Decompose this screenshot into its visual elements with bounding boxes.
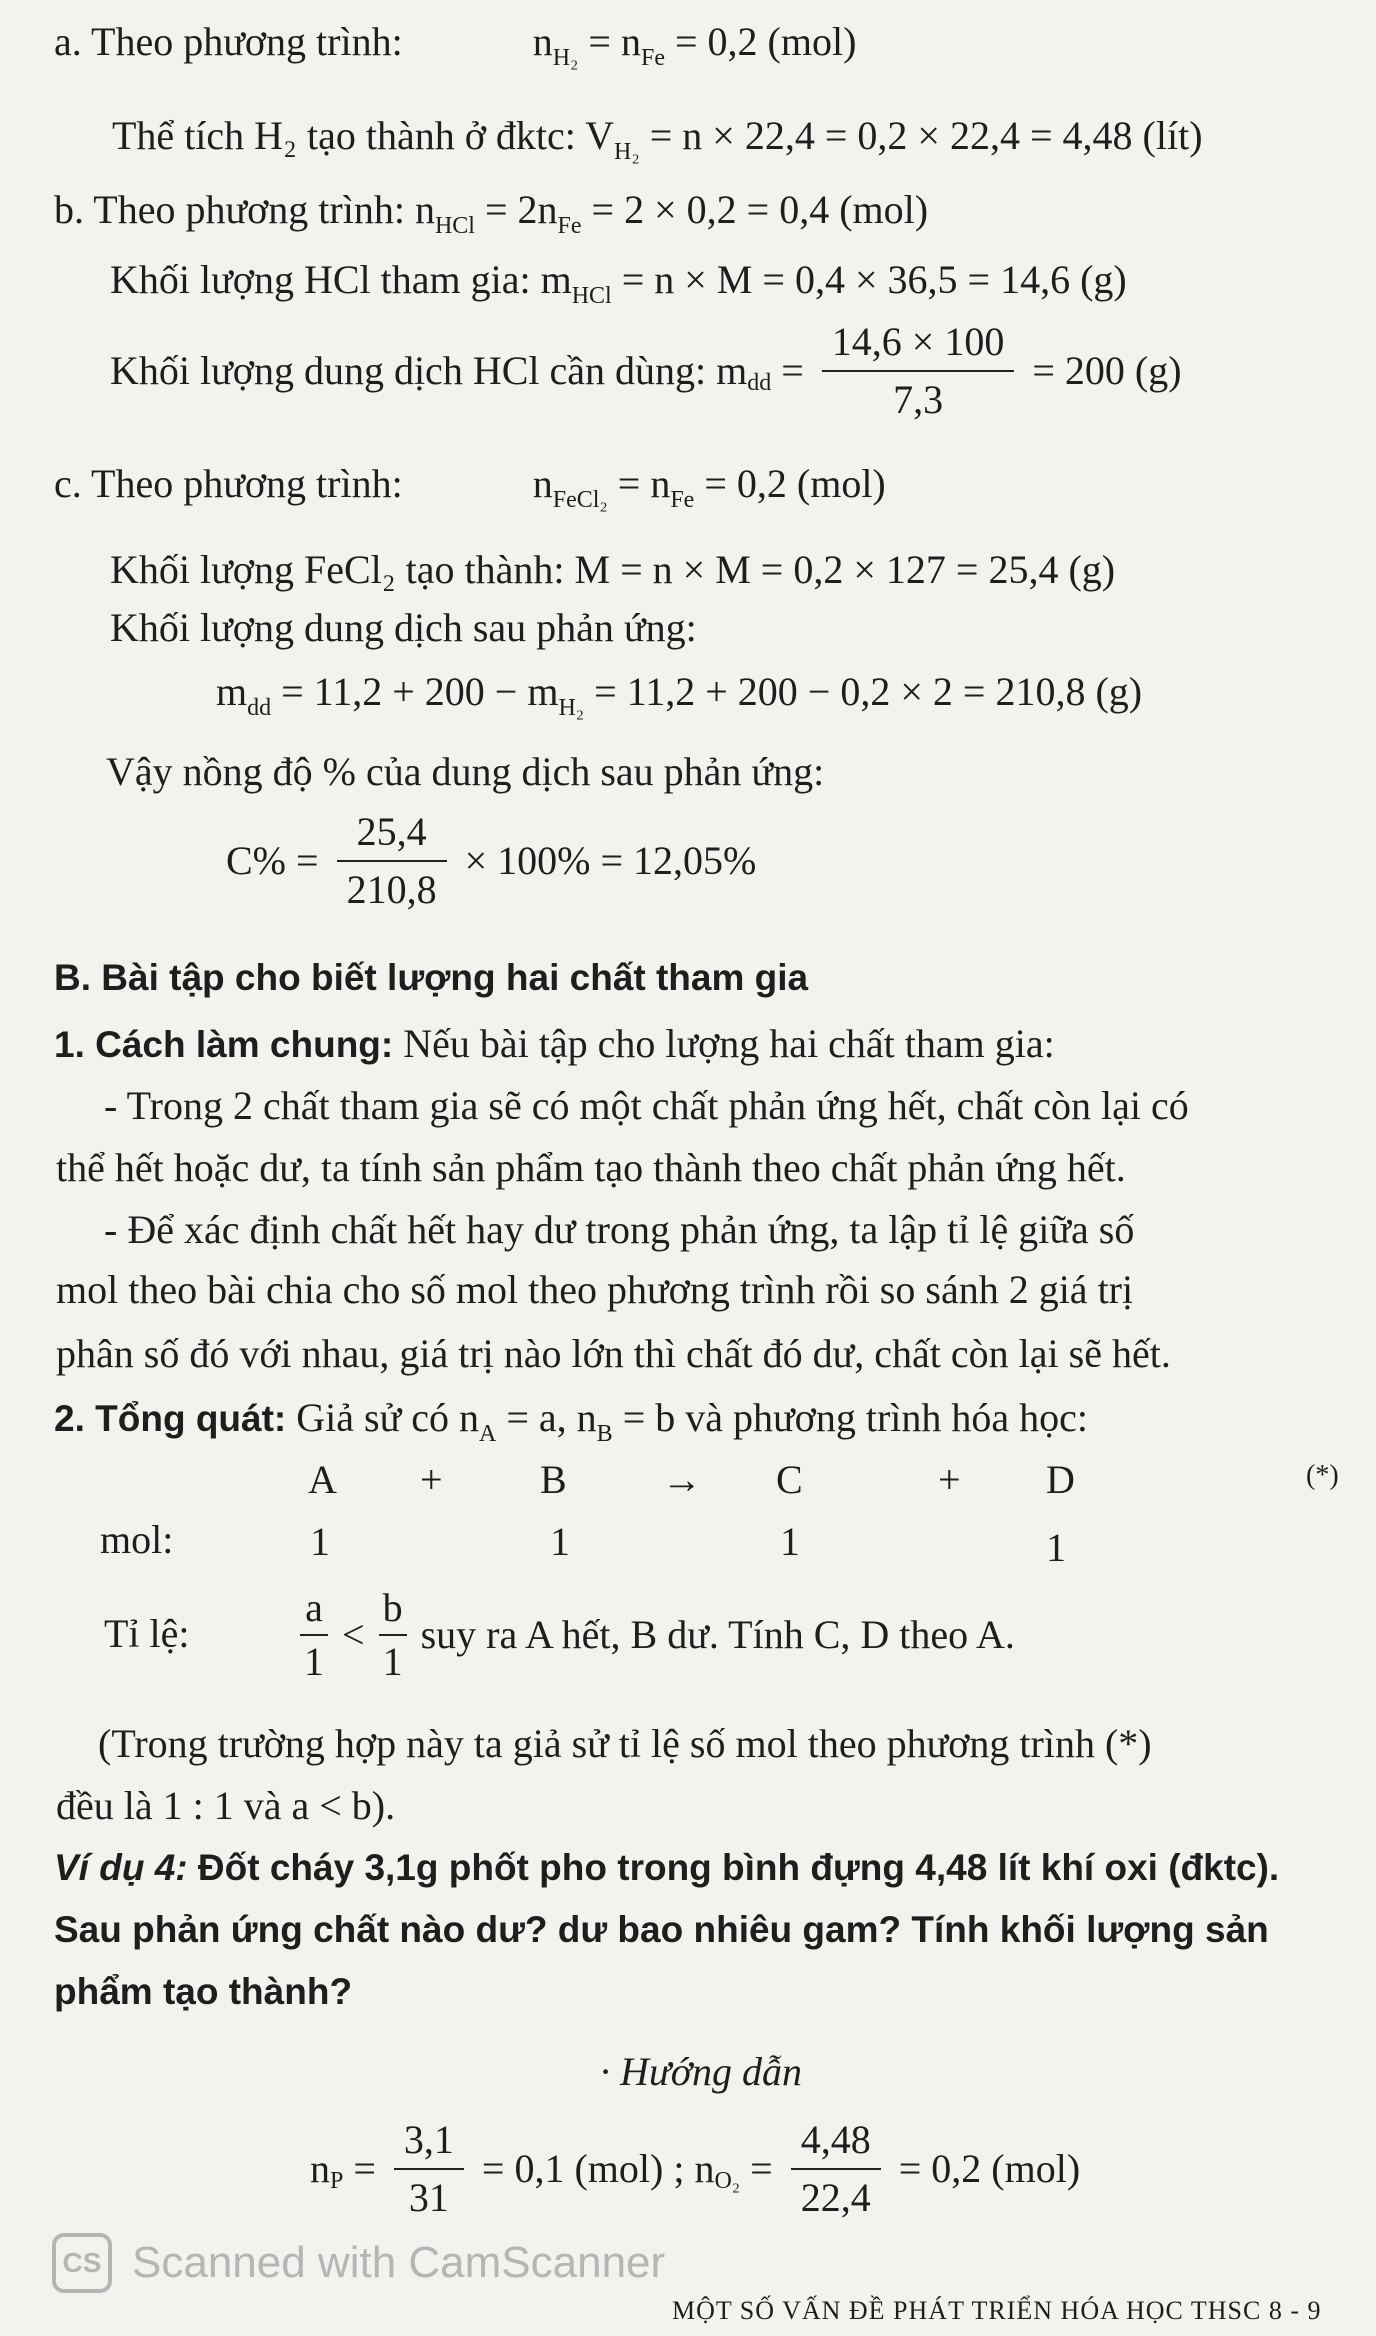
mol-value: 1 [780, 1519, 800, 1564]
product-c: C [776, 1457, 803, 1502]
part-c-line2: Khối lượng FeCl₂ tạo thành: M = n × M = 0,2 × 127 = 25,4 (g) [110, 547, 1116, 592]
note-line2: đều là 1 : 1 và a < b). [56, 1783, 396, 1828]
part-a-line1: a. Theo phương trình: $n_{H_2} = n_{Fe} = 0,2$ (mol) [54, 19, 857, 71]
mol-value: 1 [310, 1519, 330, 1564]
part-c-line4: $m_{dd} = 11,2 + 200 - m_{H_2} = 11,2 + 200 - 0,2 \times 2 = 210,8$ (g) [216, 669, 1143, 721]
ratio-label: Tỉ lệ: [104, 1611, 190, 1656]
part-c-line5: Vậy nồng độ % của dung dịch sau phản ứng: [106, 749, 825, 794]
hcl-solution-fraction: $\frac{14,6 \times 100}{7,3}$ [822, 318, 1015, 424]
part-b-line3: Khối lượng dung dịch HCl cần dùng: $m_{dd}$ = $\frac{14,6 \times 100}{7,3}$ = 200 (g) [110, 319, 1182, 422]
example-line3: phẩm tạo thành? [54, 1971, 353, 2012]
plus-sign: + [938, 1457, 961, 1502]
ratio-a-fraction: $\frac{a}{1}$ [300, 1584, 328, 1686]
plus-sign: + [420, 1457, 443, 1502]
section-b-heading: B. Bài tập cho biết lượng hai chất tham gia [54, 957, 809, 998]
product-d: D [1046, 1457, 1075, 1502]
reactant-a: A [308, 1457, 337, 1502]
concentration-fraction: $\frac{25,4}{210,8}$ [337, 808, 447, 914]
guide-formula: $n_P$ = $\frac{3,1}{31}$ = 0,1 (mol) ; $n_{O_2}$ = $\frac{4,48}{22,4}$ = 0,2 (mol) [310, 2117, 1081, 2220]
section-b-p5: mol theo bài chia cho số mol theo phương trình rồi so sánh 2 giá trị [56, 1267, 1134, 1312]
part-c-line3: Khối lượng dung dịch sau phản ứng: [110, 605, 697, 650]
ratio-expression: $\frac{a}{1}$ < $\frac{b}{1}$ suy ra A hết, B dư. Tính C, D theo A. [296, 1584, 1015, 1686]
section-b-p6: phân số đó với nhau, giá trị nào lớn thì chất đó dư, chất còn lại sẽ hết. [56, 1331, 1171, 1376]
reactant-b: B [540, 1457, 567, 1502]
np-fraction: $\frac{3,1}{31}$ [394, 2116, 464, 2222]
camscanner-watermark [52, 2228, 665, 2298]
section-b-p3: thể hết hoặc dư, ta tính sản phẩm tạo thành theo chất phản ứng hết. [56, 1145, 1126, 1190]
section-b-p4: - Để xác định chất hết hay dư trong phản ứng, ta lập tỉ lệ giữa số [104, 1207, 1135, 1252]
concentration-formula: C% = $\frac{25,4}{210,8}$ × 100% = 12,05% [226, 809, 757, 912]
page-footer: MỘT SỐ VẤN ĐỀ PHÁT TRIỂN HÓA HỌC THSC 8 - 9 [672, 2296, 1322, 2325]
section-b-p7: 2. Tổng quát: Giả sử có $n_A = a$, $n_B = b$ và phương trình hóa học: [54, 1395, 1088, 1447]
ratio-b-fraction: $\frac{b}{1}$ [379, 1584, 407, 1686]
mol-label: mol: [100, 1517, 174, 1562]
example-line2: Sau phản ứng chất nào dư? dư bao nhiêu gam? Tính khối lượng sản [54, 1909, 1269, 1950]
mol-value: 1 [550, 1519, 570, 1564]
part-c-line1: c. Theo phương trình: $n_{FeCl_2} = n_{Fe} = 0,2$ (mol) [54, 461, 886, 513]
part-b-line2: Khối lượng HCl tham gia: $m_{HCl} = n \times M = 0,4 \times 36,5 = 14,6$ (g) [110, 257, 1127, 309]
part-b-line1: b. Theo phương trình: $n_{HCl} = 2n_{Fe} = 2 \times 0,2 = 0,4$ (mol) [54, 187, 929, 239]
watermark-text: Scanned with CamScanner [132, 2238, 666, 2287]
section-b-p1: 1. Cách làm chung: Nếu bài tập cho lượng hai chất tham gia: [54, 1021, 1055, 1066]
guide-title: · Hướng dẫn [600, 2049, 803, 2094]
example-line1: Ví dụ 4: Đốt cháy 3,1g phốt pho trong bình đựng 4,48 lít khí oxi (đktc). [54, 1847, 1280, 1888]
no2-fraction: $\frac{4,48}{22,4}$ [791, 2116, 881, 2222]
camscanner-logo-icon: CS [52, 2233, 112, 2293]
equation-marker: (*) [1306, 1460, 1339, 1491]
mol-value: 1 [1046, 1525, 1066, 1570]
section-b-p2: - Trong 2 chất tham gia sẽ có một chất phản ứng hết, chất còn lại có [104, 1083, 1189, 1128]
note-line1: (Trong trường hợp này ta giả sử tỉ lệ số mol theo phương trình (*) [98, 1721, 1152, 1766]
reaction-arrow: → [662, 1457, 702, 1502]
part-a-line2: Thể tích H₂ tạo thành ở đktc: $V_{H_2} = n \times 22,4 = 0,2 \times 22,4 = 4,48$ (lít) [112, 113, 1203, 165]
